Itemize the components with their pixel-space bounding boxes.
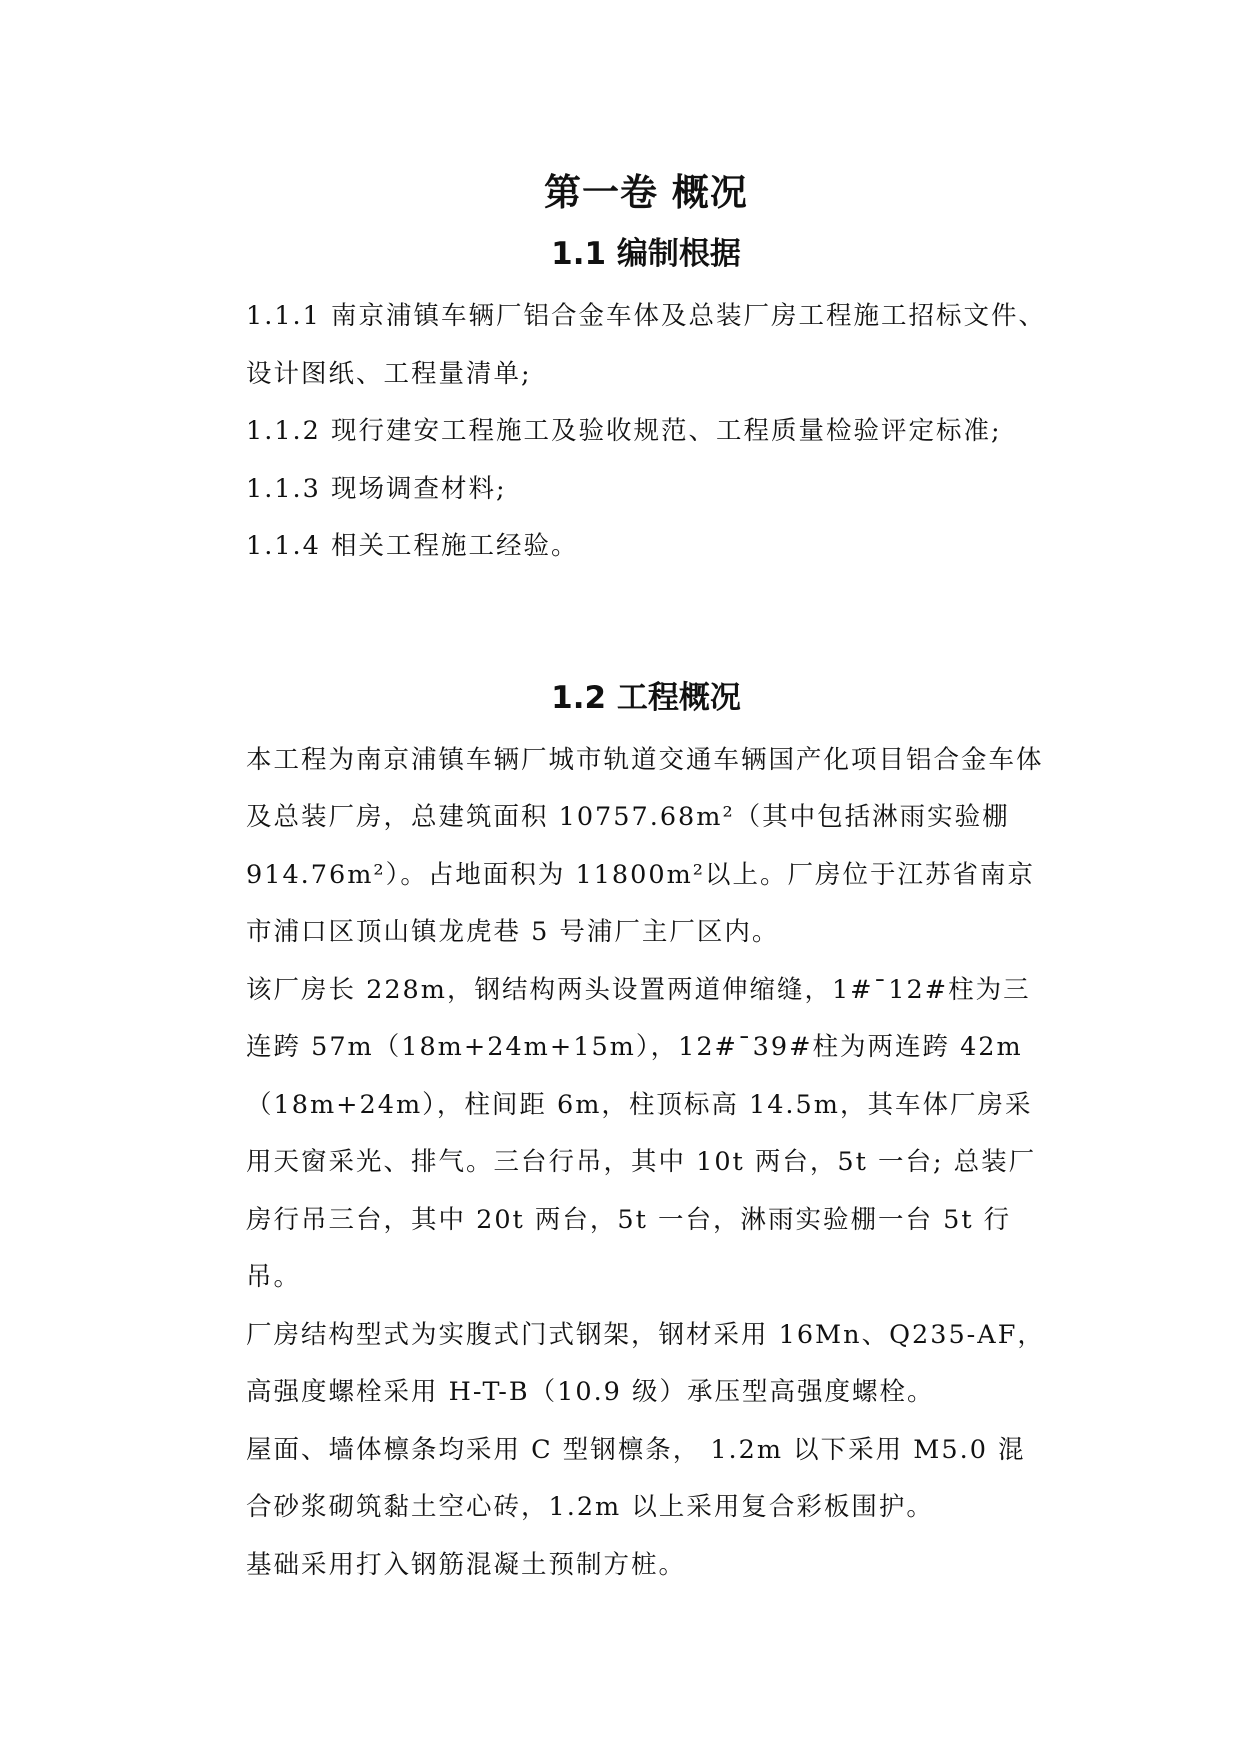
section-heading-1-2: 1.2 工程概况 (551, 679, 741, 716)
roof-wall-paragraph: 屋面、墙体檩条均采用 C 型钢檩条， 1.2m 以下采用 M5.0 混合砂浆砌筑黏土空心砖，1.2m 以上采用复合彩板围护。 (246, 1434, 1026, 1522)
steel-frame-paragraph: 厂房结构型式为实腹式门式钢架，钢材采用 16Mn、Q235-AF，高强度螺栓采用 H-T-B（10.9 级）承压型高强度螺栓。 (246, 1319, 1045, 1407)
page-content (246, 168, 1046, 1594)
structure-paragraph: 该厂房长 228m，钢结构两头设置两道伸缩缝，1#¯12#柱为三连跨 57m（18m+24m+15m），12#¯39#柱为两连跨 42m（18m+24m），柱间距 6m，柱顶标高 14.5m，其车体厂房采用天窗采光、排气。三台行吊，其中 10t 两台，5t 一台; 总装厂房行吊三台，其中 20t 两台，5t 一台，淋雨实验棚一台 5t 行吊。 (246, 974, 1037, 1292)
volume-title: 第一卷 概况 (544, 171, 748, 214)
list-item: 1.1.2 现行建安工程施工及验收规范、工程质量检验评定标准; (246, 416, 1002, 446)
list-item: 1.1.4 相关工程施工经验。 (246, 531, 579, 561)
overview-paragraph: 本工程为南京浦镇车辆厂城市轨道交通车辆国产化项目铝合金车体及总装厂房，总建筑面积 10757.68m²（其中包括淋雨实验棚 914.76m²）。占地面积为 11800m²以上。厂房位于江苏省南京市浦口区顶山镇龙虎巷 5 号浦厂主厂区内。 (246, 744, 1044, 947)
list-item: 1.1.1 南京浦镇车辆厂铝合金车体及总装厂房工程施工招标文件、设计图纸、工程量清单; (246, 301, 1046, 389)
list-item: 1.1.3 现场调查材料; (246, 473, 507, 504)
foundation-paragraph: 基础采用打入钢筋混凝土预制方桩。 (246, 1549, 687, 1580)
section-heading-1-1: 1.1 编制根据 (551, 236, 741, 272)
